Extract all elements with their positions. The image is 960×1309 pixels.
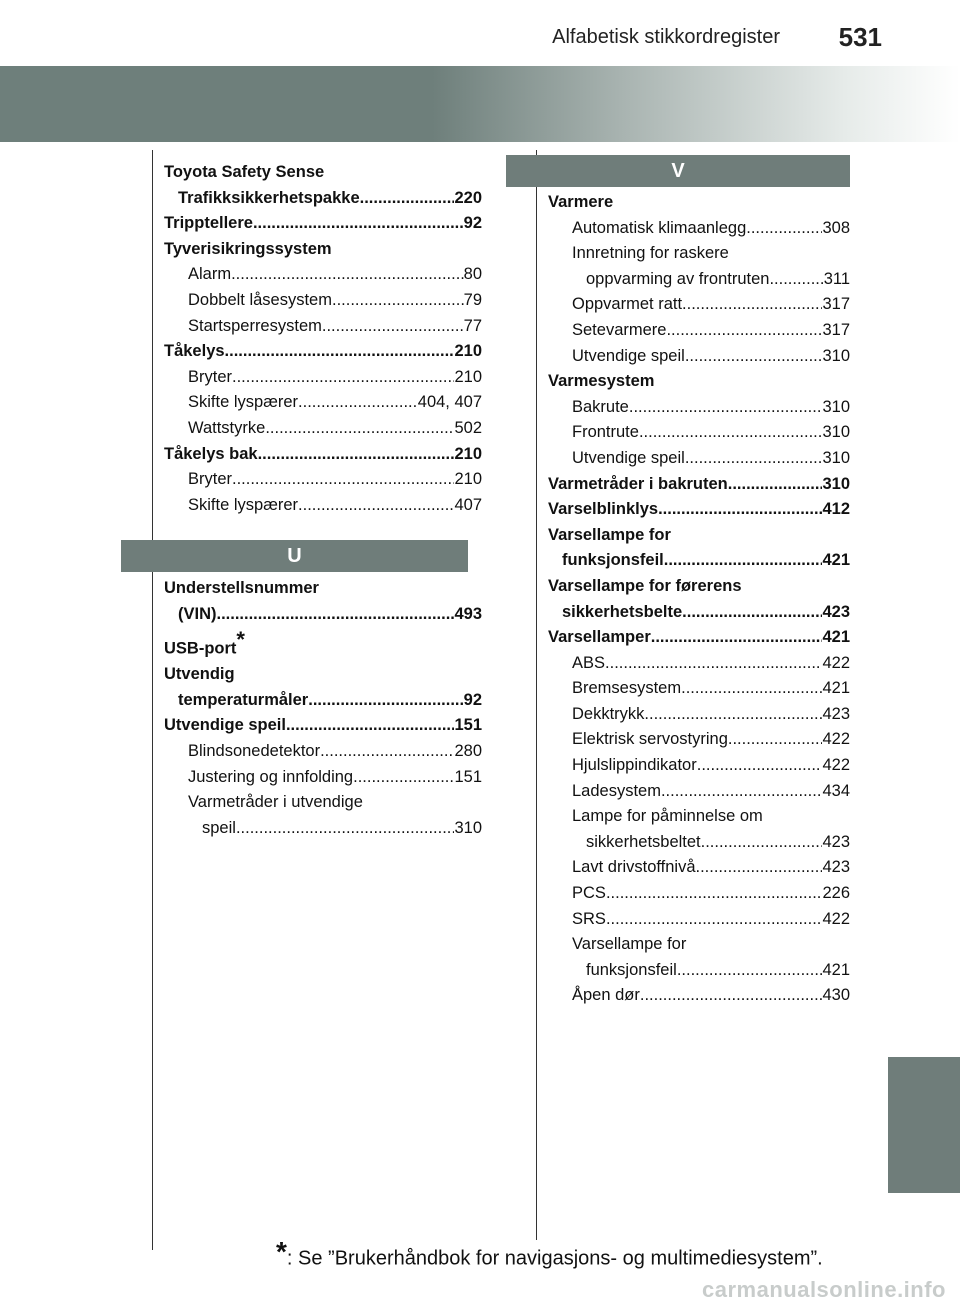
index-entry: USB-port* (164, 627, 245, 658)
index-subentry: Dobbelt låsesystem ..... 79 (164, 288, 482, 314)
index-subentry: Bremsesystem ..... 421 (548, 676, 850, 702)
footnote-text: : Se ”Brukerhåndbok for navigasjons- og multimediesystem”. (286, 1247, 823, 1270)
index-subentry: Alarm ..... 80 (164, 262, 482, 288)
index-entry: (VIN) ..... 493 (164, 602, 482, 628)
left-column-block-2 (164, 576, 482, 841)
page-header (0, 0, 960, 66)
index-subentry: Utvendige speil ..... 310 (548, 344, 850, 370)
index-entry: Understellsnummer (164, 579, 319, 597)
index-entry: temperaturmåler ..... 92 (164, 688, 482, 714)
index-entry: Tripptellere ..... 92 (164, 211, 482, 237)
index-entry: Tåkelys ..... 210 (164, 339, 482, 365)
column-divider-middle (536, 150, 537, 1240)
index-entry: funksjonsfeil ..... 421 (548, 548, 850, 574)
index-subentry: ABS ..... 422 (548, 651, 850, 677)
footnote-marker: * (236, 627, 245, 653)
right-column (548, 190, 850, 1009)
index-subentry: Bryter ..... 210 (164, 365, 482, 391)
index-subentry: Frontrute ..... 310 (548, 420, 850, 446)
index-subentry: speil ..... 310 (164, 816, 482, 842)
index-subentry: Bryter ..... 210 (164, 467, 482, 493)
index-subentry: sikkerhetsbeltet ..... 423 (548, 830, 850, 856)
footnote (276, 1232, 823, 1271)
index-subentry: Lavt drivstoffnivå ..... 423 (548, 855, 850, 881)
index-subentry: Skifte lyspærer ..... 404, 407 (164, 390, 482, 416)
index-entry: Utvendig (164, 665, 235, 684)
index-entry: Utvendige speil ..... 151 (164, 713, 482, 739)
index-subentry: Utvendige speil ..... 310 (548, 446, 850, 472)
index-subentry: Automatisk klimaanlegg ..... 308 (548, 216, 850, 242)
index-subentry: PCS ..... 226 (548, 881, 850, 907)
index-subentry: Blindsonedetektor ..... 280 (164, 739, 482, 765)
index-subentry: Ladesystem ..... 434 (548, 779, 850, 805)
index-subentry: Bakrute ..... 310 (548, 395, 850, 421)
index-entry: Tåkelys bak ..... 210 (164, 442, 482, 468)
index-subentry: SRS ..... 422 (548, 907, 850, 933)
index-subentry: Dekktrykk ..... 423 (548, 702, 850, 728)
footnote-marker: * (276, 1236, 287, 1267)
index-entry: Varsellamper ..... 421 (548, 625, 850, 651)
index-side-tab (888, 1057, 960, 1193)
index-subentry: Skifte lyspærer ..... 407 (164, 493, 482, 519)
index-entry: sikkerhetsbelte ..... 423 (548, 600, 850, 626)
index-subentry: Oppvarmet ratt ..... 317 (548, 292, 850, 318)
page-number: 531 (838, 22, 882, 52)
index-entry: Toyota Safety Sense (164, 163, 325, 181)
index-subentry: Setevarmere ..... 317 (548, 318, 850, 344)
index-subentry: Justering og innfolding ..... 151 (164, 765, 482, 791)
watermark: carmanualsonline.info (702, 1277, 946, 1302)
section-header-v: V (506, 155, 850, 187)
index-subentry: Varsellampe for (572, 935, 687, 954)
index-entry: Varmere (548, 193, 614, 211)
header-title: Alfabetisk stikkordregister (552, 26, 780, 48)
index-subentry: Wattstyrke ..... 502 (164, 416, 482, 442)
index-entry: Trafikksikkerhetspakke ..... 220 (164, 186, 482, 212)
index-subentry: Innretning for raskere (572, 244, 729, 263)
index-subentry: Varmetråder i utvendige (188, 793, 363, 812)
index-entry: Varsellampe for (548, 525, 671, 544)
index-subentry: funksjonsfeil ..... 421 (548, 958, 850, 984)
index-subentry: Lampe for påminnelse om (572, 807, 763, 826)
index-entry: Varmesystem (548, 372, 655, 391)
index-entry: Varselblinklys ..... 412 (548, 497, 850, 523)
index-subentry: oppvarming av frontruten ..... 311 (548, 267, 850, 293)
index-entry: Tyverisikringssystem (164, 239, 332, 258)
index-entry: Varmetråder i bakruten ..... 310 (548, 472, 850, 498)
index-entry: Varsellampe for førerens (548, 576, 742, 595)
index-subentry: Hjulslippindikator ..... 422 (548, 753, 850, 779)
column-divider-left (152, 150, 153, 1250)
header-banner (0, 66, 960, 142)
left-column-block-1 (164, 160, 482, 518)
index-subentry: Åpen dør ..... 430 (548, 983, 850, 1009)
index-subentry: Elektrisk servostyring ..... 422 (548, 727, 850, 753)
index-subentry: Startsperresystem ..... 77 (164, 314, 482, 340)
section-header-u: U (121, 540, 468, 572)
